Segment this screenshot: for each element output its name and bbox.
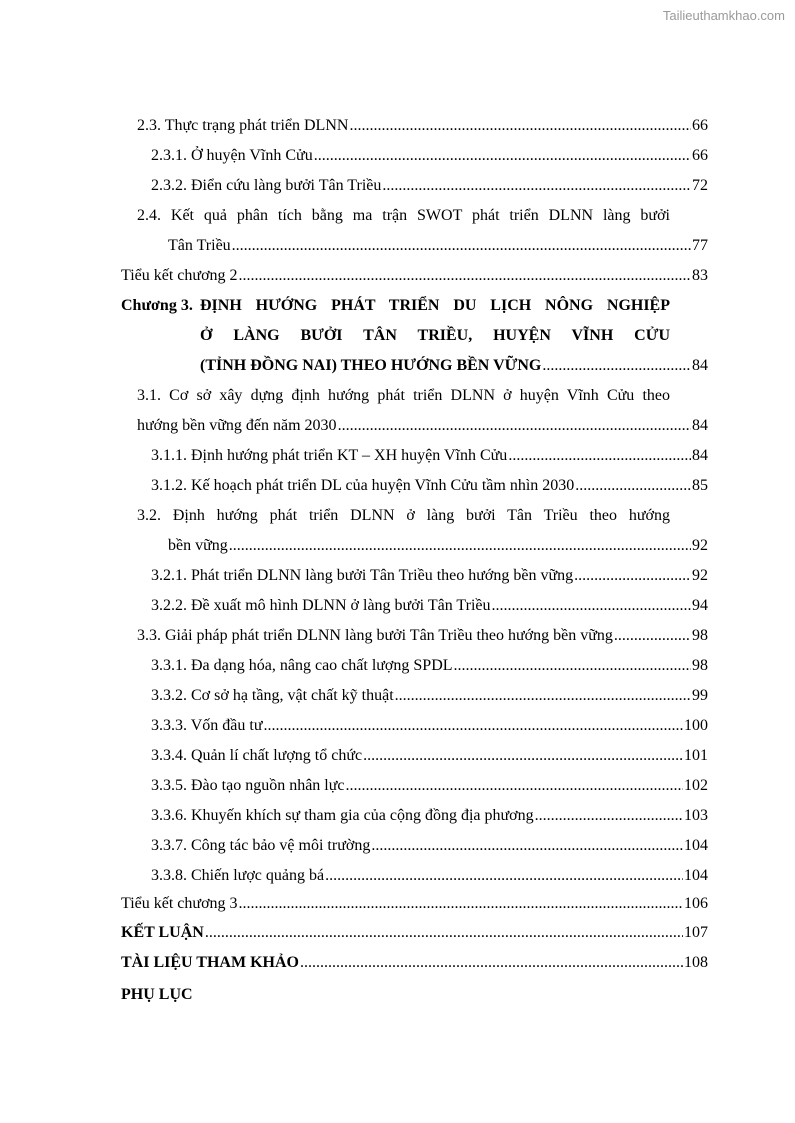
toc-entry-title: 2.3.2. Điển cứu làng bưởi Tân Triều [151,177,382,194]
leader-dots [229,536,691,556]
toc-entry-3-1-line2[interactable] [137,416,708,436]
leader-dots [239,894,683,914]
toc-entry-2-3-2[interactable] [151,176,708,196]
toc-entry-conclusion[interactable] [121,923,708,943]
toc-entry-title: 3.3.4. Quản lí chất lượng tổ chức [151,747,363,764]
leader-dots [239,266,691,286]
toc-entry-title: Tân Triều [168,237,231,254]
leader-dots [575,476,691,496]
toc-entry-page: 108 [684,954,708,971]
leader-dots [382,176,691,196]
toc-entry-3-1-line1[interactable]: 3.1. Cơ sở xây dựng định hướng phát triển DLNN ở huyện Vĩnh Cửu theo [137,387,670,404]
toc-entry-page: 104 [684,837,708,854]
toc-entry-page: 83 [692,267,708,284]
toc-entry-3-3-8[interactable] [151,866,708,886]
toc-entry-page: 106 [684,895,708,912]
leader-dots [492,596,692,616]
toc-entry-title: Tiểu kết chương 3 [121,895,238,912]
toc-entry-page: 92 [692,537,708,554]
toc-entry-title: 3.3.2. Cơ sở hạ tầng, vật chất kỹ thuật [151,687,394,704]
toc-entry-title: 3.3.7. Công tác bảo vệ môi trường [151,837,371,854]
toc-entry-title: 3.3.5. Đào tạo nguồn nhân lực [151,777,345,794]
leader-dots [574,566,691,586]
toc-entry-page: 66 [692,147,708,164]
toc-entry-3-3-1[interactable] [151,656,708,676]
leader-dots [314,146,691,166]
toc-entry-page: 77 [692,237,708,254]
leader-dots [508,446,691,466]
toc-entry-title: KẾT LUẬN [121,924,204,941]
leader-dots [205,923,683,943]
leader-dots [325,866,683,886]
toc-entry-page: 84 [692,447,708,464]
leader-dots [395,686,691,706]
toc-entry-3-3-6[interactable] [151,806,708,826]
toc-entry-title: 3.1.2. Kế hoạch phát triển DL của huyện Vĩnh Cửu tầm nhìn 2030 [151,477,575,494]
toc-entry-2-3[interactable] [137,116,708,136]
chapter-3-title-line3[interactable] [200,356,708,376]
leader-dots [338,416,691,436]
leader-dots [300,953,683,973]
leader-dots [346,776,683,796]
toc-entry-3-3-7[interactable] [151,836,708,856]
toc-entry-3-1-2[interactable] [151,476,708,496]
toc-entry-page: 107 [684,924,708,941]
leader-dots [542,356,691,376]
leader-dots [363,746,683,766]
toc-entry-title: (TỈNH ĐỒNG NAI) THEO HƯỚNG BỀN VỮNG [200,357,542,374]
toc-entry-page: 103 [684,807,708,824]
toc-entry-title: 3.3.6. Khuyến khích sự tham gia của cộng đồng địa phương [151,807,534,824]
toc-entry-page: 66 [692,117,708,134]
toc-entry-title: 2.3.1. Ở huyện Vĩnh Cửu [151,147,313,164]
toc-entry-3-3-5[interactable] [151,776,708,796]
toc-entry-page: 98 [692,657,708,674]
toc-entry-3-2-line2[interactable] [168,536,708,556]
toc-entry-title: 3.2.2. Đề xuất mô hình DLNN ở làng bưởi Tân Triều [151,597,491,614]
toc-entry-title: Tiểu kết chương 2 [121,267,238,284]
leader-dots [371,836,683,856]
toc-entry-title: 3.3.1. Đa dạng hóa, nâng cao chất lượng SPDL [151,657,453,674]
toc-entry-title: 2.3. Thực trạng phát triển DLNN [137,117,349,134]
toc-entry-title: 3.1.1. Định hướng phát triển KT – XH huyện Vĩnh Cửu [151,447,508,464]
leader-dots [263,716,683,736]
toc-entry-page: 85 [692,477,708,494]
toc-entry-page: 72 [692,177,708,194]
toc-entry-3-2-2[interactable] [151,596,708,616]
toc-entry-page: 84 [692,417,708,434]
chapter-3-label[interactable]: Chương 3. [121,297,193,314]
toc-entry-page: 101 [684,747,708,764]
toc-entry-3-3[interactable] [137,626,708,646]
toc-entry-3-3-2[interactable] [151,686,708,706]
toc-entry-references[interactable] [121,953,708,973]
toc-entry-page: 99 [692,687,708,704]
toc-entry-3-2-line1[interactable]: 3.2. Định hướng phát triển DLNN ở làng bưởi Tân Triều theo hướng [137,507,670,524]
toc-entry-3-2-1[interactable] [151,566,708,586]
toc-entry-2-3-1[interactable] [151,146,708,166]
toc-entry-page: 84 [692,357,708,374]
toc-entry-summary-ch3[interactable] [121,894,708,914]
toc-entry-appendix[interactable]: PHỤ LỤC [121,986,193,1003]
toc-entry-page: 100 [684,717,708,734]
leader-dots [535,806,683,826]
leader-dots [614,626,691,646]
toc-entry-3-1-1[interactable] [151,446,708,466]
toc-entry-2-4-line1[interactable]: 2.4. Kết quả phân tích bằng ma trận SWOT phát triển DLNN làng bưởi [137,207,670,224]
toc-entry-title: hướng bền vững đến năm 2030 [137,417,337,434]
leader-dots [232,236,691,256]
toc-entry-title: 3.2.1. Phát triển DLNN làng bưởi Tân Triều theo hướng bền vững [151,567,574,584]
toc-entry-title: 3.3. Giải pháp phát triển DLNN làng bưởi Tân Triều theo hướng bền vững [137,627,613,644]
toc-entry-summary-ch2[interactable] [121,266,708,286]
chapter-3-title-line2[interactable]: Ở LÀNG BƯỞI TÂN TRIỀU, HUYỆN VĨNH CỬU [200,327,670,344]
toc-entry-page: 94 [692,597,708,614]
leader-dots [349,116,691,136]
toc-entry-3-3-3[interactable] [151,716,708,736]
watermark: Tailieuthamkhao.com [662,8,785,23]
leader-dots [454,656,691,676]
toc-entry-2-4-line2[interactable] [168,236,708,256]
toc-entry-page: 98 [692,627,708,644]
toc-entry-page: 102 [684,777,708,794]
toc-entry-3-3-4[interactable] [151,746,708,766]
toc-entry-title: TÀI LIỆU THAM KHẢO [121,954,299,971]
toc-entry-title: 3.3.3. Vốn đầu tư [151,717,263,734]
toc-entry-title: bền vững [168,537,228,554]
toc-entry-title: 3.3.8. Chiến lược quảng bá [151,867,325,884]
toc-entry-page: 104 [684,867,708,884]
chapter-3-title-line1[interactable]: ĐỊNH HƯỚNG PHÁT TRIỂN DU LỊCH NÔNG NGHIỆP [200,297,670,314]
toc-entry-page: 92 [692,567,708,584]
